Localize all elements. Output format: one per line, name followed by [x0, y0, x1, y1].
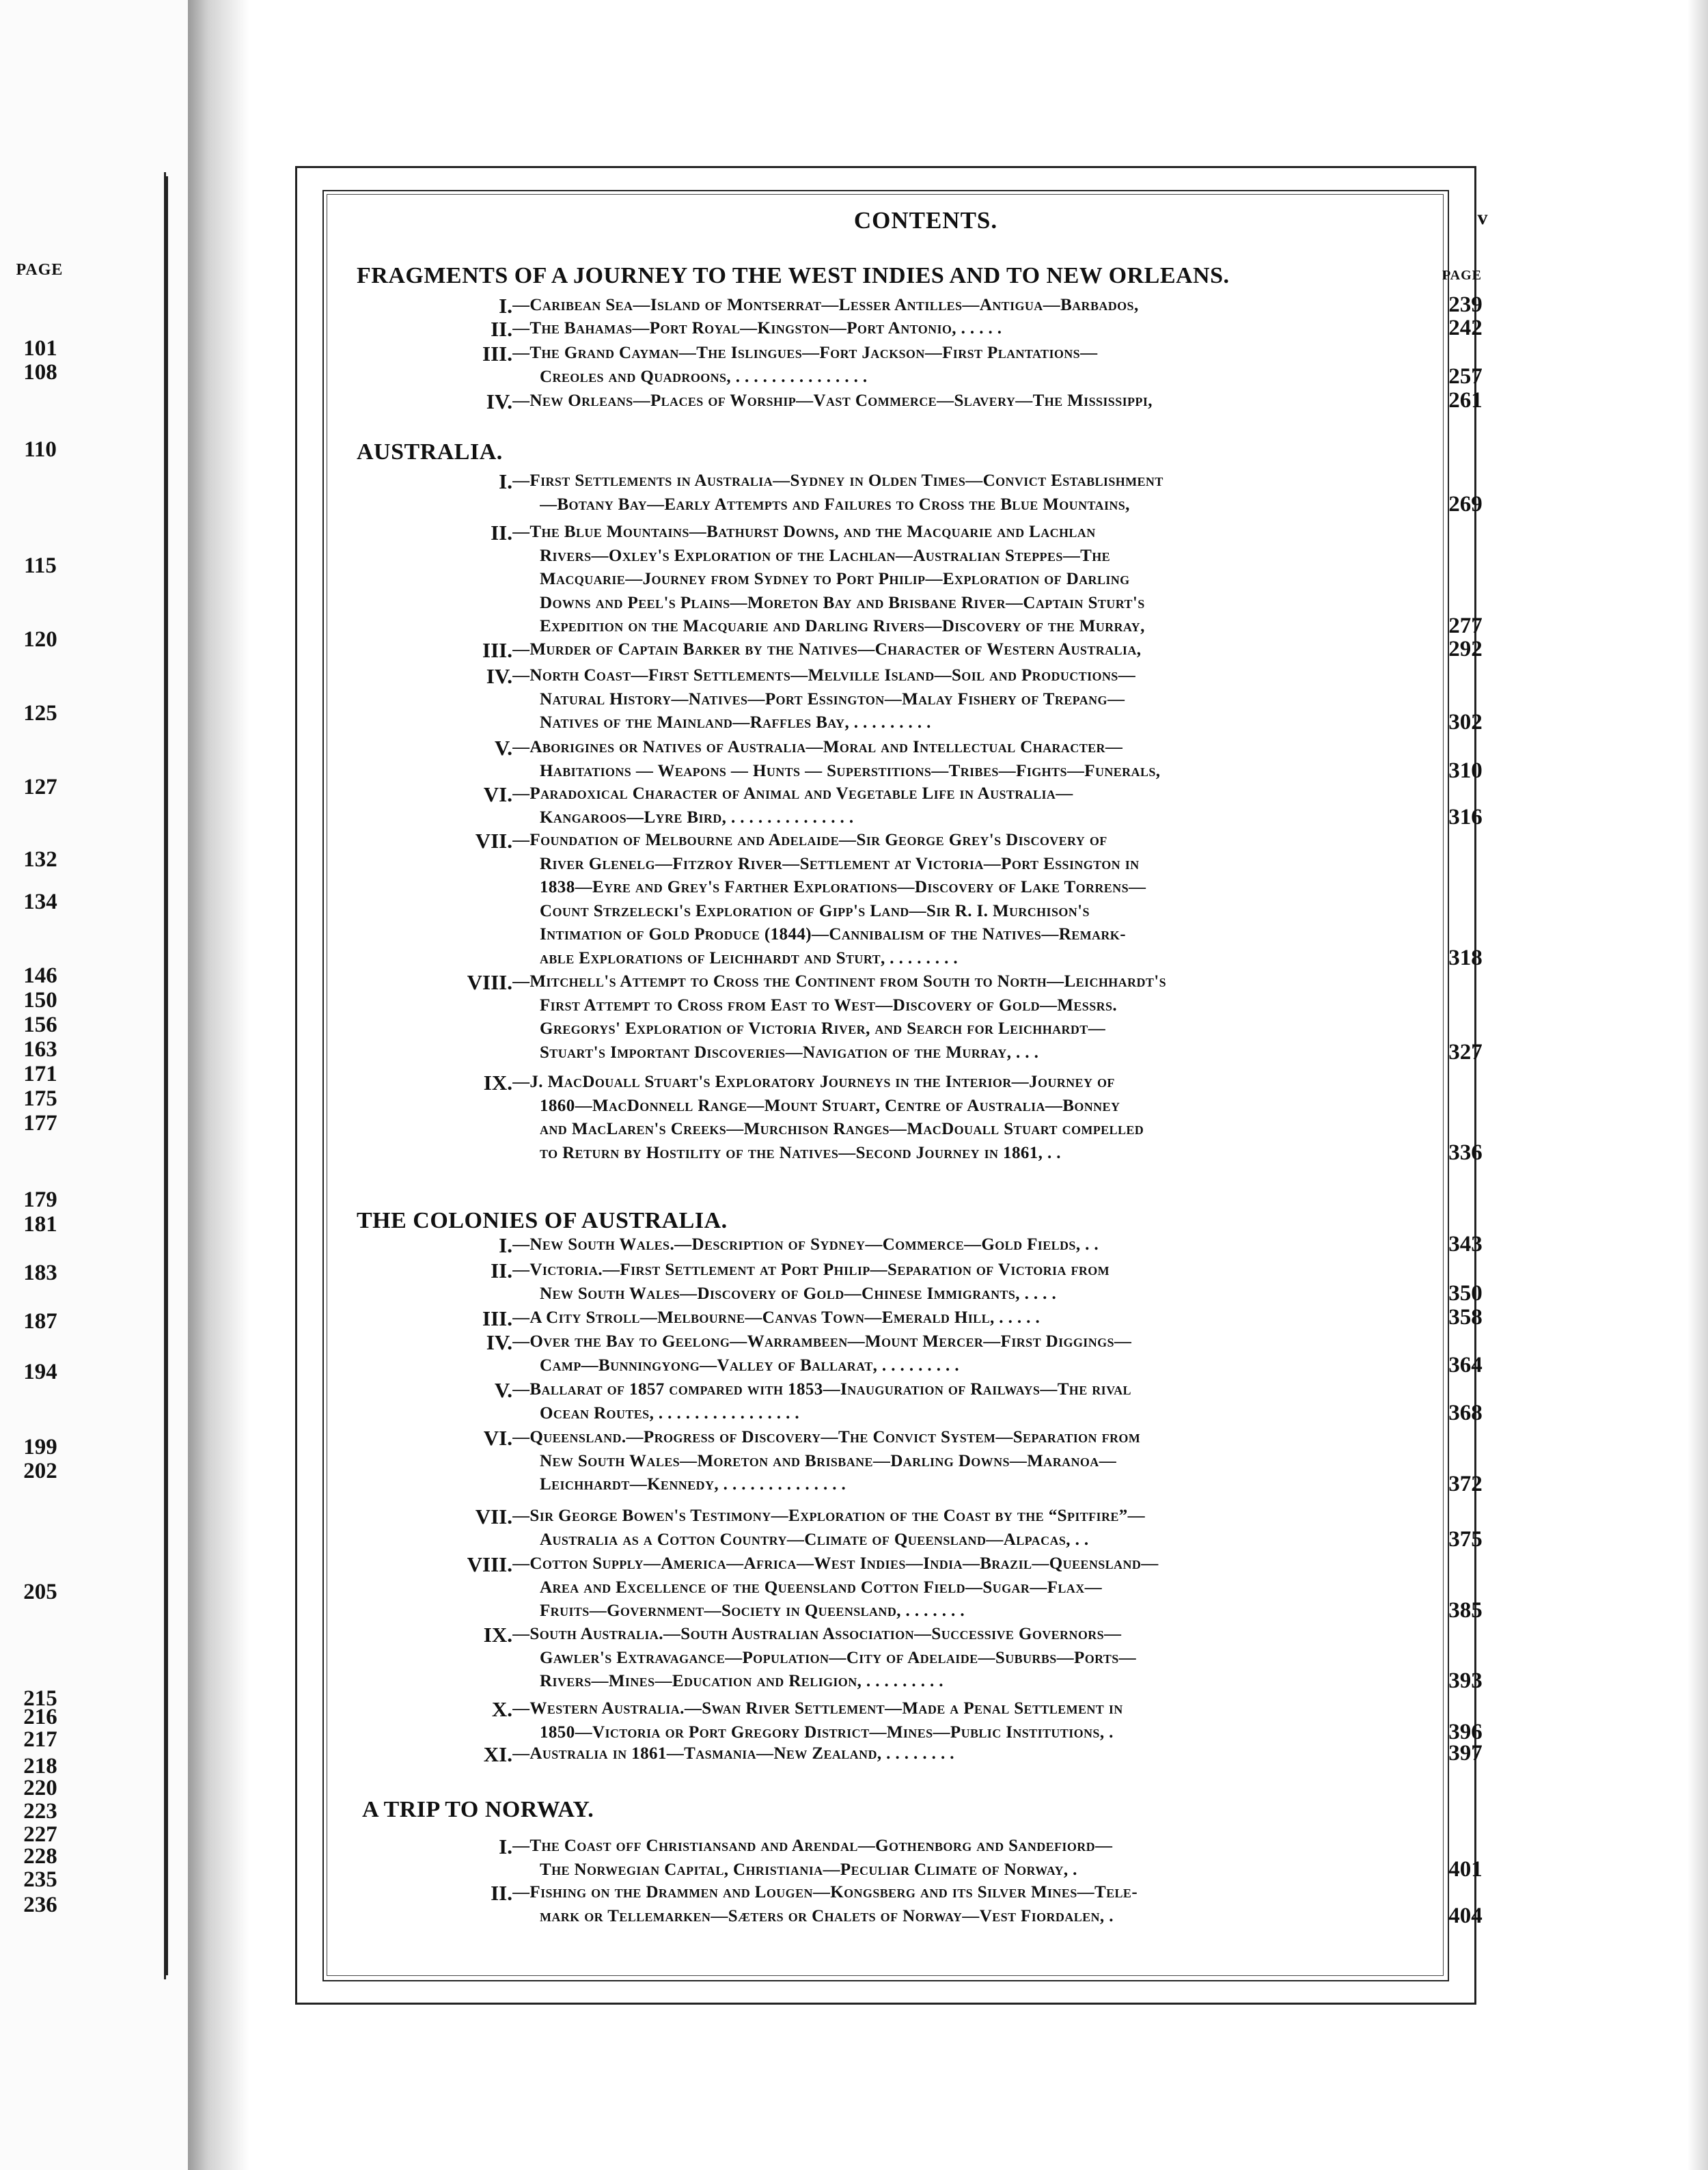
- entry-page-number: 364: [1448, 1352, 1483, 1377]
- chapter-numeral: V.: [494, 1378, 512, 1402]
- entry-page-number: 302: [1448, 710, 1483, 734]
- entry-title-line: —Over the Bay to Geelong—Warrambeen—Mount Mercer—First Diggings—: [512, 1332, 1132, 1351]
- chapter-numeral: IX.: [483, 1071, 512, 1095]
- entry-title-line: —Ballarat of 1857 compared with 1853—Inauguration of Railways—The rival: [512, 1380, 1131, 1399]
- left-page-number: 134: [23, 890, 57, 914]
- chapter-numeral: IV.: [486, 1330, 512, 1354]
- entry-title-line: —The Blue Mountains—Bathurst Downs, and the Macquarie and Lachlan: [512, 523, 1096, 541]
- entry-title-line: —Caribean Sea—Island of Montserrat—Lesser Antilles—Antigua—Barbados,: [512, 296, 1139, 314]
- chapter-numeral: II.: [491, 521, 512, 545]
- entry-continuation-line: Gregorys' Exploration of Victoria River, and Search for Leichhardt—: [540, 1019, 1106, 1038]
- left-page-number: 220: [23, 1776, 57, 1800]
- left-page-number: 199: [23, 1435, 57, 1459]
- entry-page-number: 368: [1448, 1400, 1483, 1425]
- entry-continuation-line: New South Wales—Discovery of Gold—Chinese Immigrants, . . . .: [540, 1284, 1057, 1303]
- entry-title-line: —North Coast—First Settlements—Melville Island—Soil and Productions—: [512, 666, 1136, 685]
- entry-continuation-line: Gawler's Extravagance—Population—City of Adelaide—Suburbs—Ports—: [540, 1648, 1137, 1667]
- entry-continuation-line: mark or Tellemarken—Sæters or Chalets of Norway—Vest Fiordalen, .: [540, 1906, 1114, 1925]
- entry-continuation-line: Creoles and Quadroons, . . . . . . . . . . . . . . .: [540, 367, 868, 386]
- entry-continuation-line: Fruits—Government—Society in Queensland, . . . . . . .: [540, 1602, 965, 1620]
- entry-title-line: —The Bahamas—Port Royal—Kingston—Port Antonio, . . . . .: [512, 319, 1002, 338]
- entry-page-number: 257: [1448, 363, 1483, 389]
- entry-page-number: 343: [1448, 1232, 1483, 1256]
- entry-continuation-line: Kangaroos—Lyre Bird, . . . . . . . . . . . . . .: [540, 808, 854, 827]
- entry-continuation-line: Stuart's Important Discoveries—Navigation of the Murray, . . .: [540, 1043, 1039, 1062]
- entry-continuation-line: Australia as a Cotton Country—Climate of Queensland—Alpacas, . .: [540, 1530, 1089, 1549]
- entry-title-line: —The Grand Cayman—The Islingues—Fort Jackson—First Plantations—: [512, 344, 1098, 362]
- entry-title-line: —Fishing on the Drammen and Lougen—Kongsberg and its Silver Mines—Tele-: [512, 1883, 1138, 1901]
- entry-page-number: 396: [1448, 1719, 1483, 1744]
- section-title: A TRIP TO NORWAY.: [362, 1797, 594, 1822]
- entry-continuation-line: Count Strzelecki's Exploration of Gipp's Land—Sir R. I. Murchison's: [540, 901, 1090, 920]
- entry-title-line: —Cotton Supply—America—Africa—West Indies—India—Brazil—Queensland—: [512, 1554, 1159, 1573]
- left-page-number: 101: [23, 336, 57, 361]
- chapter-numeral: II.: [491, 1259, 512, 1282]
- entry-continuation-line: Expedition on the Macquarie and Darling Rivers—Discovery of the Murray,: [540, 617, 1145, 635]
- chapter-numeral: I.: [499, 294, 512, 318]
- left-page-number: 205: [23, 1580, 57, 1604]
- entry-continuation-line: 1838—Eyre and Grey's Farther Explorations—Discovery of Lake Torrens—: [540, 878, 1146, 896]
- left-page-number: 223: [23, 1799, 57, 1824]
- entry-title-line: —Mitchell's Attempt to Cross the Continent from South to North—Leichhardt's: [512, 972, 1167, 991]
- entry-page-number: 372: [1448, 1472, 1483, 1496]
- chapter-numeral: III.: [482, 342, 512, 366]
- chapter-numeral: IV.: [486, 389, 512, 413]
- entry-continuation-line: Area and Excellence of the Queensland Cotton Field—Sugar—Flax—: [540, 1578, 1102, 1597]
- entry-page-number: 393: [1448, 1668, 1483, 1693]
- entry-page-number: 310: [1448, 758, 1483, 783]
- left-page-fragment: [0, 0, 188, 2170]
- left-page-number: 179: [23, 1187, 57, 1212]
- left-page-number: 217: [23, 1727, 57, 1752]
- entry-title-line: —New South Wales.—Description of Sydney—Commerce—Gold Fields, . .: [512, 1235, 1099, 1254]
- entry-title-line: —Murder of Captain Barker by the Natives—Character of Western Australia,: [512, 640, 1142, 659]
- left-page-number: 236: [23, 1893, 57, 1917]
- entry-title-line: —Western Australia.—Swan River Settlement—Made a Penal Settlement in: [512, 1699, 1123, 1718]
- page-edge: [1688, 0, 1708, 2170]
- left-page-number: 110: [24, 437, 57, 462]
- chapter-numeral: VIII.: [467, 1552, 512, 1576]
- left-page-number: 132: [23, 847, 57, 872]
- entry-title-line: —South Australia.—South Australian Association—Successive Governors—: [512, 1625, 1122, 1643]
- book-gutter: [188, 0, 249, 2170]
- entry-page-number: 261: [1448, 388, 1483, 413]
- entry-continuation-line: Natural History—Natives—Port Essington—Malay Fishery of Trepang—: [540, 689, 1125, 709]
- left-page-number: 120: [23, 627, 57, 652]
- page-column-label: PAGE: [1442, 268, 1483, 283]
- entry-continuation-line: Camp—Bunningyong—Valley of Ballarat, . . . . . . . . .: [540, 1356, 959, 1375]
- entry-title-line: —Paradoxical Character of Animal and Vegetable Life in Australia—: [512, 784, 1073, 803]
- entry-title-line: —J. MacDouall Stuart's Exploratory Journeys in the Interior—Journey of: [512, 1073, 1115, 1091]
- left-page-number: 156: [23, 1013, 57, 1037]
- entry-page-number: 292: [1448, 637, 1483, 661]
- entry-continuation-line: and MacLaren's Creeks—Murchison Ranges—MacDouall Stuart compelled: [540, 1120, 1144, 1138]
- left-page-number: 228: [23, 1844, 57, 1869]
- entry-continuation-line: 1860—MacDonnell Range—Mount Stuart, Centre of Australia—Bonney: [540, 1096, 1120, 1115]
- left-page-number: 235: [23, 1867, 57, 1892]
- chapter-numeral: V.: [494, 736, 512, 760]
- entry-continuation-line: Natives of the Mainland—Raffles Bay, . . . . . . . . .: [540, 713, 931, 732]
- section-title: THE COLONIES OF AUSTRALIA.: [357, 1208, 728, 1233]
- chapter-numeral: IV.: [486, 664, 512, 688]
- entry-continuation-line: to Return by Hostility of the Natives—Second Journey in 1861, . .: [540, 1143, 1061, 1162]
- chapter-numeral: III.: [482, 1306, 512, 1330]
- chapter-numeral: IX.: [483, 1623, 512, 1647]
- left-page-number: 125: [23, 701, 57, 726]
- chapter-numeral: VII.: [475, 829, 512, 853]
- entry-page-number: 375: [1448, 1526, 1483, 1552]
- chapter-numeral: II.: [491, 1881, 512, 1905]
- entry-page-number: 397: [1448, 1741, 1483, 1766]
- entry-continuation-line: 1850—Victoria or Port Gregory District—Mines—Public Institutions, .: [540, 1722, 1114, 1742]
- left-page-number: 127: [23, 775, 57, 799]
- entry-title-line: —Foundation of Melbourne and Adelaide—Sir George Grey's Discovery of: [512, 831, 1107, 849]
- entry-title-line: —First Settlements in Australia—Sydney in Olden Times—Convict Establishment: [512, 471, 1163, 490]
- entry-title-line: —Victoria.—First Settlement at Port Philip—Separation of Victoria from: [512, 1261, 1110, 1279]
- entry-continuation-line: New South Wales—Moreton and Brisbane—Darling Downs—Maranoa—: [540, 1451, 1117, 1470]
- left-page-number: 218: [23, 1754, 57, 1778]
- left-page-number: 146: [23, 963, 57, 988]
- left-page-number: 175: [23, 1086, 57, 1111]
- left-page-number: 183: [23, 1261, 57, 1285]
- entry-continuation-line: Intimation of Gold Produce (1844)—Cannibalism of the Natives—Remark-: [540, 925, 1126, 944]
- left-page-number: 108: [23, 360, 57, 385]
- left-page-column-label: PAGE: [16, 261, 64, 279]
- entry-page-number: 277: [1448, 614, 1483, 638]
- left-page-number: 115: [24, 553, 57, 578]
- chapter-numeral: III.: [482, 638, 512, 662]
- left-page-number: 202: [23, 1459, 57, 1483]
- entry-title-line: —A City Stroll—Melbourne—Canvas Town—Emerald Hill, . . . . .: [512, 1308, 1041, 1327]
- chapter-numeral: I.: [499, 469, 512, 493]
- entry-continuation-line: The Norwegian Capital, Christiania—Peculiar Climate of Norway, .: [540, 1860, 1077, 1879]
- entry-page-number: 358: [1448, 1305, 1483, 1330]
- entry-page-number: 404: [1448, 1903, 1483, 1928]
- left-page-number: 227: [23, 1822, 57, 1847]
- left-page-number: 187: [23, 1309, 57, 1334]
- entry-continuation-line: First Attempt to Cross from East to West—Discovery of Gold—Messrs.: [540, 995, 1118, 1015]
- entry-continuation-line: Leichhardt—Kennedy, . . . . . . . . . . . . . .: [540, 1475, 846, 1494]
- entry-continuation-line: Macquarie—Journey from Sydney to Port Philip—Exploration of Darling: [540, 570, 1130, 588]
- left-page-number: 215: [23, 1686, 57, 1711]
- left-page-number: 177: [23, 1111, 57, 1136]
- chapter-numeral: I.: [499, 1233, 512, 1257]
- chapter-numeral: XI.: [483, 1742, 512, 1766]
- page-title: CONTENTS.: [853, 207, 998, 234]
- chapter-numeral: VIII.: [467, 970, 512, 994]
- entry-page-number: 385: [1448, 1598, 1483, 1623]
- left-page-number: 216: [23, 1705, 57, 1729]
- section-title: FRAGMENTS OF A JOURNEY TO THE WEST INDIES AND TO NEW ORLEANS.: [357, 263, 1230, 288]
- entry-page-number: 350: [1448, 1280, 1483, 1306]
- entry-continuation-line: Downs and Peel's Plains—Moreton Bay and Brisbane River—Captain Sturt's: [540, 593, 1145, 612]
- entry-title-line: —The Coast off Christiansand and Arendal—Gothenborg and Sandefiord—: [512, 1837, 1113, 1855]
- chapter-numeral: VI.: [483, 1426, 512, 1450]
- entry-continuation-line: Habitations — Weapons — Hunts — Superstitions—Tribes—Fights—Funerals,: [540, 761, 1161, 780]
- entry-title-line: —Sir George Bowen's Testimony—Exploration of the Coast by the “Spitfire”—: [512, 1507, 1146, 1525]
- entry-continuation-line: Rivers—Oxley's Exploration of the Lachlan—Australian Steppes—The: [540, 546, 1111, 565]
- entry-continuation-line: able Explorations of Leichhardt and Sturt, . . . . . . . .: [540, 948, 959, 967]
- left-page-number: 163: [23, 1037, 57, 1062]
- left-page-number: 150: [23, 988, 57, 1013]
- chapter-numeral: VII.: [475, 1505, 512, 1528]
- entry-title-line: —Queensland.—Progress of Discovery—The Convict System—Separation from: [512, 1428, 1141, 1446]
- folio-number: v: [1477, 206, 1488, 229]
- left-page-number: 194: [23, 1360, 57, 1384]
- entry-continuation-line: Ocean Routes, . . . . . . . . . . . . . . . .: [540, 1403, 800, 1423]
- left-page-number: 171: [23, 1062, 57, 1086]
- entry-title-line: —Australia in 1861—Tasmania—New Zealand, . . . . . . . .: [512, 1744, 954, 1763]
- entry-page-number: 401: [1448, 1856, 1483, 1882]
- chapter-numeral: I.: [499, 1835, 512, 1858]
- entry-continuation-line: Rivers—Mines—Education and Religion, . . . . . . . . .: [540, 1672, 943, 1690]
- chapter-numeral: VI.: [483, 782, 512, 806]
- left-page-number: 181: [23, 1212, 57, 1237]
- entry-page-number: 327: [1448, 1039, 1483, 1065]
- entry-page-number: 336: [1448, 1140, 1483, 1165]
- entry-page-number: 316: [1448, 804, 1483, 829]
- section-title: AUSTRALIA.: [357, 439, 503, 465]
- entry-page-number: 239: [1448, 292, 1483, 317]
- chapter-numeral: X.: [491, 1697, 512, 1721]
- entry-page-number: 318: [1448, 945, 1483, 970]
- entry-page-number: 242: [1448, 316, 1483, 340]
- chapter-numeral: II.: [491, 317, 512, 341]
- entry-page-number: 269: [1448, 491, 1483, 517]
- entry-continuation-line: River Glenelg—Fitzroy River—Settlement at Victoria—Port Essington in: [540, 854, 1140, 873]
- entry-title-line: —New Orleans—Places of Worship—Vast Commerce—Slavery—The Mississippi,: [512, 392, 1153, 410]
- entry-continuation-line: —Botany Bay—Early Attempts and Failures to Cross the Blue Mountains,: [540, 495, 1130, 514]
- entry-title-line: —Aborigines or Natives of Australia—Moral and Intellectual Character—: [512, 738, 1123, 756]
